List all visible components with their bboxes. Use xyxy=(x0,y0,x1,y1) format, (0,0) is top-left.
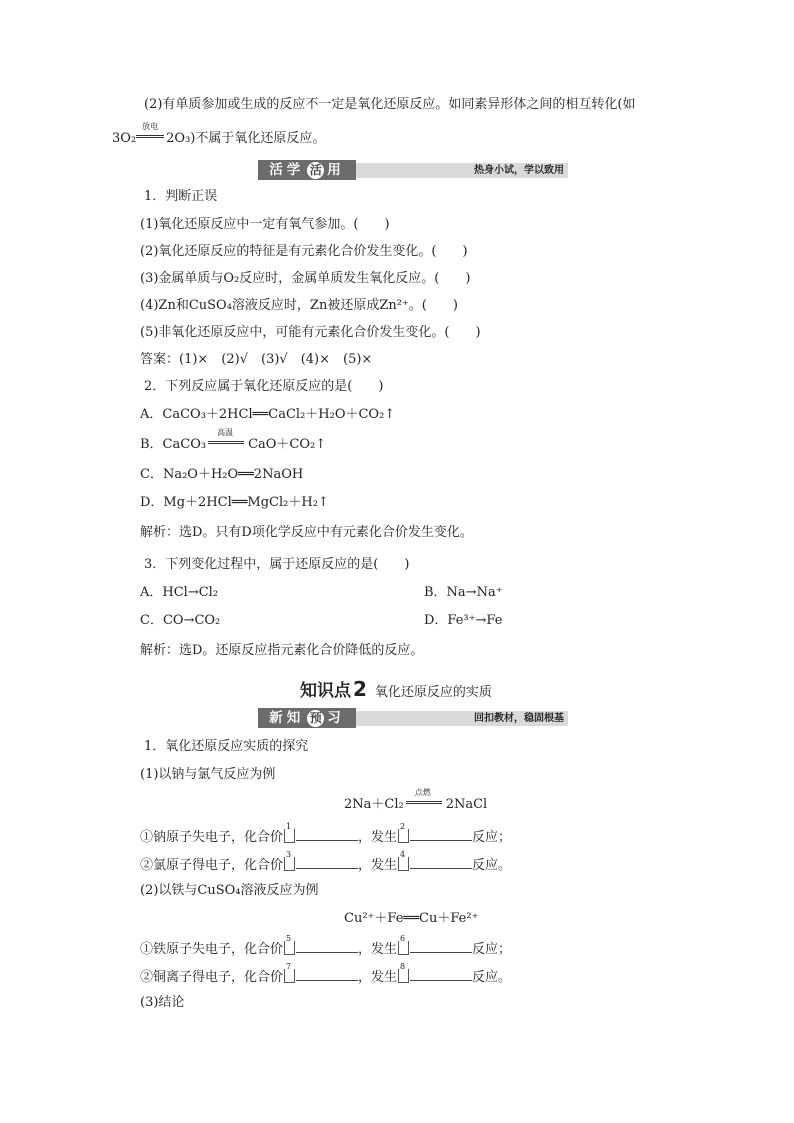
answer-blank[interactable] xyxy=(296,966,358,981)
answer-blank[interactable] xyxy=(296,938,358,953)
answer-blank[interactable] xyxy=(296,826,358,841)
equation-2: Cu²⁺＋Fe══Cu＋Fe²⁺ xyxy=(344,911,479,926)
section1-title: 1．氧化还原反应实质的探究 xyxy=(144,739,309,754)
blank-marker: 8 xyxy=(398,969,409,983)
answer-blank[interactable] xyxy=(410,966,472,981)
q3-title: 3．下列变化过程中，属于还原反应的是( ) xyxy=(144,557,410,572)
knowledge-point-number: 2 xyxy=(353,677,367,701)
q1-item-5: (5)非氧化还原反应中，可能有元素化合价发生变化。( ) xyxy=(140,325,481,340)
answer-blank[interactable] xyxy=(410,938,472,953)
answer-blank[interactable] xyxy=(410,826,472,841)
q1-item-1: (1)氧化还原反应中一定有氧气参加。( ) xyxy=(140,217,390,232)
intro-line-2 xyxy=(112,122,326,148)
q1-item-3: (3)金属单质与O₂反应时，金属单质发生氧化反应。( ) xyxy=(140,271,471,286)
q1-answer: 答案：(1)× (2)√ (3)√ (4)× (5)× xyxy=(140,352,373,367)
q2-option-a: A．CaCO₃＋2HCl══CaCl₂＋H₂O＋CO₂↑ xyxy=(140,407,396,422)
q2-analysis: 解析：选D。只有D项化学反应中有元素化合价发生变化。 xyxy=(140,525,473,540)
knowledge-point-label: 知识点 xyxy=(300,681,351,701)
q3-option-c: C．CO→CO₂ xyxy=(140,613,221,628)
q1-item-2: (2)氧化还原反应的特征是有元素化合价发生变化。( ) xyxy=(140,244,468,259)
blank-marker: 2 xyxy=(398,829,409,843)
equation-1: 2Na＋Cl₂ 点燃 2NaCl xyxy=(344,788,488,812)
blank-marker: 1 xyxy=(284,829,295,843)
blank-marker: 4 xyxy=(398,857,409,871)
banner-preview xyxy=(258,708,568,728)
blank-marker: 7 xyxy=(284,969,295,983)
banner-practice-title: 活学 活 用 xyxy=(258,160,356,180)
fill-row-3: ①铁原子失电子，化合价 5 ，发生 6 反应； xyxy=(140,934,512,957)
intro-rest: 2O₃)不属于氧化还原反应。 xyxy=(166,131,326,146)
knowledge-point-title: 氧化还原反应的实质 xyxy=(374,685,492,700)
q1-title: 1．判断正误 xyxy=(144,189,218,204)
blank-marker: 6 xyxy=(398,941,409,955)
q1-item-4: (4)Zn和CuSO₄溶液反应时，Zn被还原成Zn²⁺。( ) xyxy=(140,298,458,313)
section1-sub1: (1)以钠与氯气反应为例 xyxy=(140,767,276,782)
knowledge-point-heading xyxy=(300,676,492,701)
banner-practice-side: 热身小试，学以致用 xyxy=(474,165,564,176)
q3-option-b: B．Na→Na⁺ xyxy=(424,585,503,600)
intro-line-1: (2)有单质参加或生成的反应不一定是氧化还原反应。如同素异形体之间的相互转化(如 xyxy=(144,97,636,112)
q2-option-d: D．Mg＋2HCl══MgCl₂＋H₂↑ xyxy=(140,495,329,510)
high-temp-arrow: 高温 xyxy=(208,436,246,454)
banner-practice xyxy=(258,160,568,180)
q2-option-b: B．CaCO₃ 高温 CaO＋CO₂↑ xyxy=(140,428,327,452)
blank-marker: 3 xyxy=(284,857,295,871)
q3-option-a: A．HCl→Cl₂ xyxy=(140,585,219,600)
ignite-arrow: 点燃 xyxy=(406,796,444,814)
section1-sub3: (3)结论 xyxy=(140,995,185,1010)
answer-blank[interactable] xyxy=(296,854,358,869)
ozone-formula: 3O₂ xyxy=(112,131,137,146)
banner-preview-side: 回扣教材，稳固根基 xyxy=(474,713,564,724)
blank-marker: 5 xyxy=(284,941,295,955)
q2-title: 2．下列反应属于氧化还原反应的是( ) xyxy=(144,379,384,394)
q3-analysis: 解析：选D。还原反应指元素化合价降低的反应。 xyxy=(140,643,424,658)
answer-blank[interactable] xyxy=(410,854,472,869)
fill-row-2: ②氯原子得电子，化合价 3 ，发生 4 反应。 xyxy=(140,850,512,873)
fill-row-1: ①钠原子失电子，化合价 1 ，发生 2 反应； xyxy=(140,822,512,845)
fill-row-4: ②铜离子得电子，化合价 7 ，发生 8 反应。 xyxy=(140,962,512,985)
q2-option-c: C．Na₂O＋H₂O══2NaOH xyxy=(140,467,304,482)
banner-preview-title: 新知 预 习 xyxy=(258,708,356,728)
discharge-arrow: 放电 xyxy=(136,130,166,148)
q3-option-d: D．Fe³⁺→Fe xyxy=(424,613,503,628)
section1-sub2: (2)以铁与CuSO₄溶液反应为例 xyxy=(140,883,319,898)
